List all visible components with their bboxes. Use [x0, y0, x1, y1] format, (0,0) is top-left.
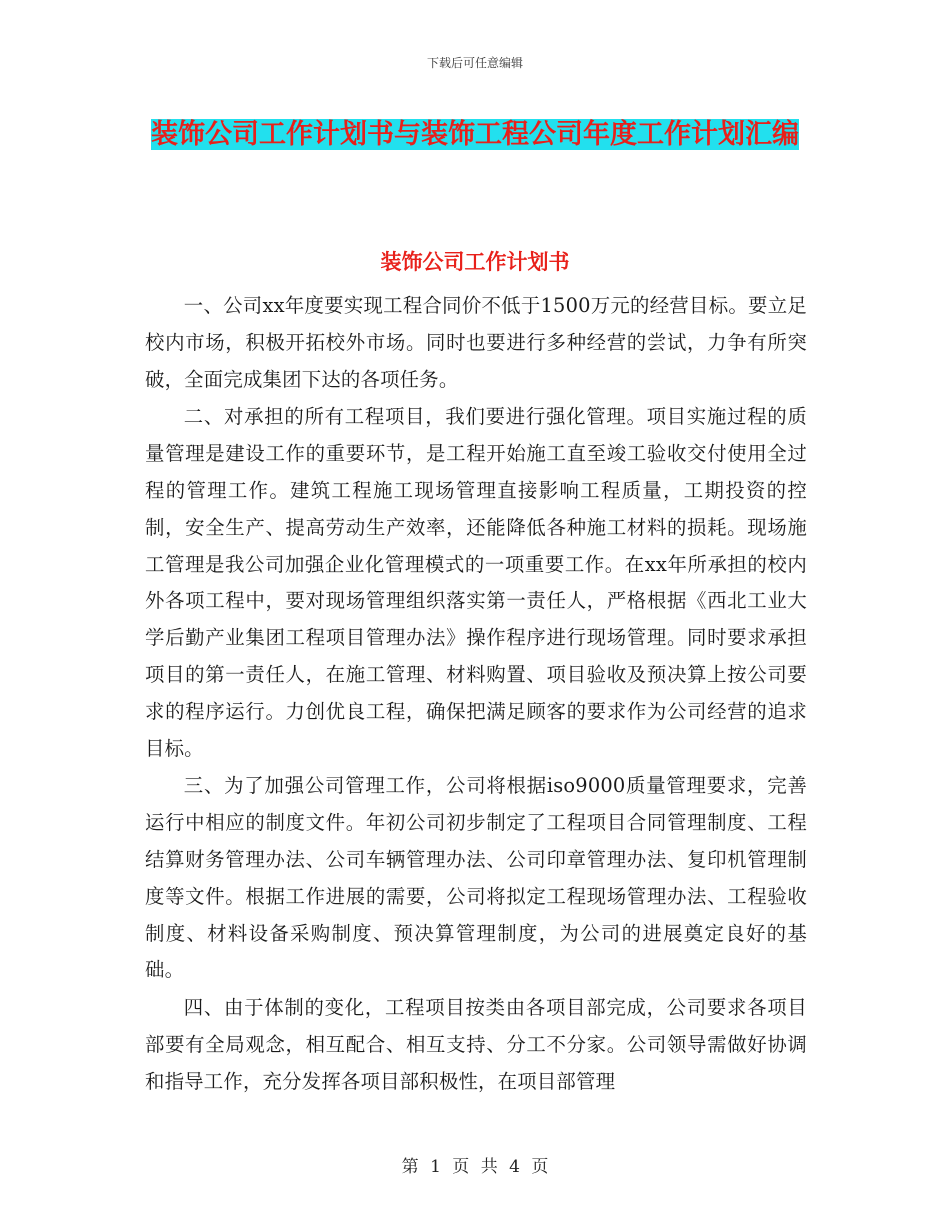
page-footer: 第 1 页 共 4 页	[401, 1157, 549, 1177]
paragraph-2: 二、对承担的所有工程项目，我们要进行强化管理。项目实施过程的质量管理是建设工作的重要环节，是工程开始施工直至竣工验收交付使用全过程的管理工作。建筑工程施工现场管理直接影响工程质量，工期投资的控制，安全生产、提高劳动生产效率，还能降低各种施工材料的损耗。现场施工管理是我公司加强企业化管理模式的一项重要工作。在xx年所承担的校内外各项工程中，要对现场管理组织落实第一责任人，严格根据《西北工业大学后勤产业集团工程项目管理办法》操作程序进行现场管理。同时要求承担项目的第一责任人，在施工管理、材料购置、项目验收及预决算上按公司要求的程序运行。力创优良工程，确保把满足顾客的要求作为公司经营的追求目标。	[145, 405, 807, 760]
document-title	[145, 112, 805, 158]
title-highlight: 装饰公司工作计划书与装饰工程公司年度工作计划汇编	[151, 119, 799, 150]
section-title: 装饰公司工作计划书	[380, 250, 570, 274]
paragraph-1: 一、公司xx年度要实现工程合同价不低于1500万元的经营目标。要立足校内市场，积极开拓校外市场。同时也要进行多种经营的尝试，力争有所突破，全面完成集团下达的各项任务。	[145, 294, 807, 391]
page-header: 下载后可任意编辑	[426, 56, 523, 70]
document-body	[145, 288, 807, 1102]
paragraph-4: 四、由于体制的变化，工程项目按类由各项目部完成，公司要求各项目部要有全局观念，相互配合、相互支持、分工不分家。公司领导需做好协调和指导工作，充分发挥各项目部积极性，在项目部管理	[145, 996, 807, 1093]
paragraph-3: 三、为了加强公司管理工作，公司将根据iso9000质量管理要求，完善运行中相应的制度文件。年初公司初步制定了工程项目合同管理制度、工程结算财务管理办法、公司车辆管理办法、公司印章管理办法、复印机管理制度等文件。根据工作进展的需要，公司将拟定工程现场管理办法、工程验收制度、材料设备采购制度、预决算管理制度，为公司的进展奠定良好的基础。	[145, 774, 807, 982]
